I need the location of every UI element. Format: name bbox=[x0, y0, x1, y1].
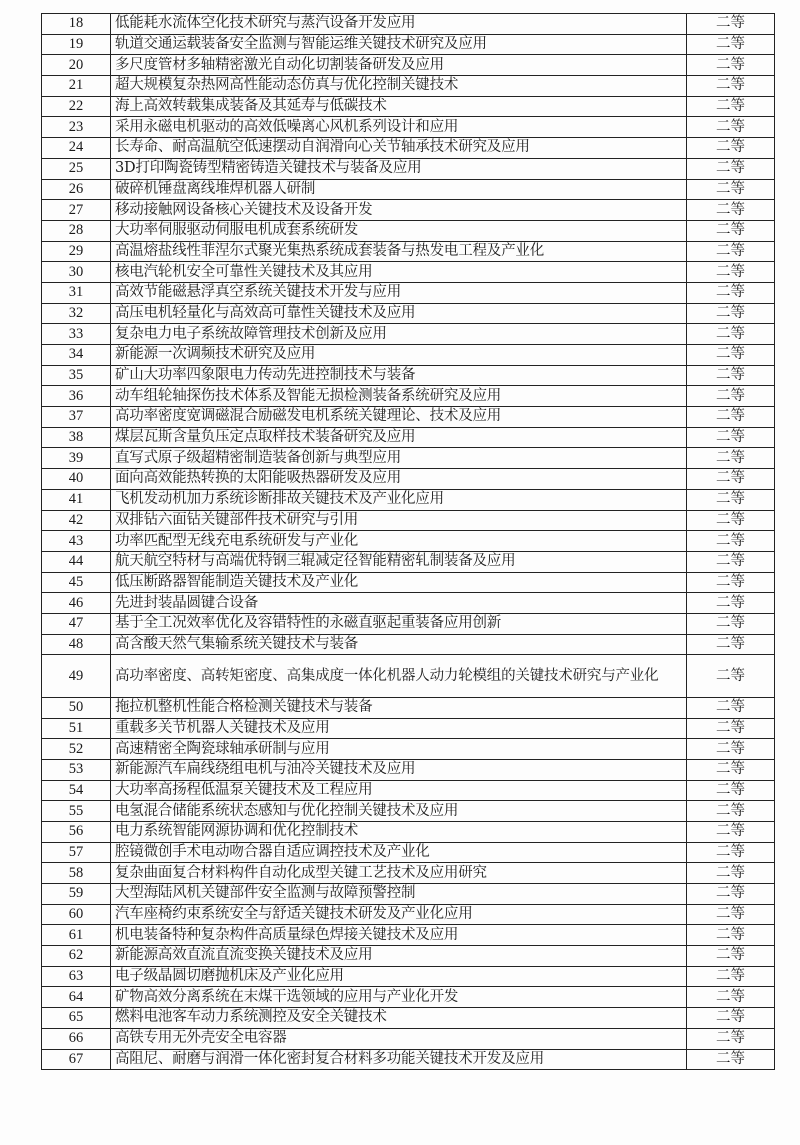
award-grade: 二等 bbox=[687, 55, 775, 76]
table-row bbox=[42, 842, 775, 863]
award-grade: 二等 bbox=[687, 572, 775, 593]
table-row bbox=[42, 1049, 775, 1070]
project-name: 电力系统智能网源协调和优化控制技术 bbox=[111, 821, 687, 842]
project-name: 高功率密度、高转矩密度、高集成度一体化机器人动力轮模组的关键技术研究与产业化 bbox=[111, 655, 687, 698]
table-row bbox=[42, 966, 775, 987]
project-name: 大型海陆风机关键部件安全监测与故障预警控制 bbox=[111, 884, 687, 905]
award-grade: 二等 bbox=[687, 821, 775, 842]
project-name: 飞机发动机加力系统诊断排故关键技术及产业化应用 bbox=[111, 489, 687, 510]
project-name: 直写式原子级超精密制造装备创新与典型应用 bbox=[111, 448, 687, 469]
table-row bbox=[42, 1028, 775, 1049]
row-number: 18 bbox=[42, 14, 111, 35]
award-grade: 二等 bbox=[687, 179, 775, 200]
row-number: 54 bbox=[42, 780, 111, 801]
table-row bbox=[42, 76, 775, 97]
row-number: 35 bbox=[42, 365, 111, 386]
table-row bbox=[42, 365, 775, 386]
project-name: 高功率密度宽调磁混合励磁发电机系统关键理论、技术及应用 bbox=[111, 407, 687, 428]
award-grade: 二等 bbox=[687, 76, 775, 97]
table-row bbox=[42, 884, 775, 905]
table-row bbox=[42, 117, 775, 138]
table-row bbox=[42, 241, 775, 262]
project-name: 破碎机锤盘离线堆焊机器人研制 bbox=[111, 179, 687, 200]
project-name: 拖拉机整机性能合格检测关键技术与装备 bbox=[111, 697, 687, 718]
table-row bbox=[42, 489, 775, 510]
project-name: 航天航空特材与高端优特钢三辊减定径智能精密轧制装备及应用 bbox=[111, 551, 687, 572]
project-name: 3D打印陶瓷铸型精密铸造关键技术与装备及应用 bbox=[111, 158, 687, 179]
table-row bbox=[42, 739, 775, 760]
award-grade: 二等 bbox=[687, 117, 775, 138]
project-name: 移动接触网设备核心关键技术及设备开发 bbox=[111, 200, 687, 221]
table-row bbox=[42, 510, 775, 531]
project-name: 高铁专用无外壳安全电容器 bbox=[111, 1028, 687, 1049]
table-row bbox=[42, 55, 775, 76]
row-number: 28 bbox=[42, 220, 111, 241]
table-row bbox=[42, 220, 775, 241]
row-number: 64 bbox=[42, 987, 111, 1008]
award-grade: 二等 bbox=[687, 634, 775, 655]
award-grade: 二等 bbox=[687, 780, 775, 801]
project-name: 燃料电池客车动力系统测控及安全关键技术 bbox=[111, 1008, 687, 1029]
project-name: 低压断路器智能制造关键技术及产业化 bbox=[111, 572, 687, 593]
project-name: 高含酸天然气集输系统关键技术与装备 bbox=[111, 634, 687, 655]
row-number: 67 bbox=[42, 1049, 111, 1070]
row-number: 40 bbox=[42, 469, 111, 490]
row-number: 61 bbox=[42, 925, 111, 946]
project-name: 腔镜微创手术电动吻合器自适应调控技术及产业化 bbox=[111, 842, 687, 863]
table-row bbox=[42, 801, 775, 822]
row-number: 34 bbox=[42, 345, 111, 366]
table-row bbox=[42, 200, 775, 221]
award-grade: 二等 bbox=[687, 697, 775, 718]
award-grade: 二等 bbox=[687, 904, 775, 925]
table-row bbox=[42, 303, 775, 324]
row-number: 33 bbox=[42, 324, 111, 345]
award-grade: 二等 bbox=[687, 987, 775, 1008]
award-grade: 二等 bbox=[687, 1028, 775, 1049]
row-number: 59 bbox=[42, 884, 111, 905]
award-grade: 二等 bbox=[687, 801, 775, 822]
project-name: 矿山大功率四象限电力传动先进控制技术与装备 bbox=[111, 365, 687, 386]
table-row bbox=[42, 593, 775, 614]
row-number: 21 bbox=[42, 76, 111, 97]
project-name: 高压电机轻量化与高效高可靠性关键技术及应用 bbox=[111, 303, 687, 324]
table-row bbox=[42, 345, 775, 366]
award-grade: 二等 bbox=[687, 884, 775, 905]
table-row bbox=[42, 780, 775, 801]
row-number: 63 bbox=[42, 966, 111, 987]
award-grade: 二等 bbox=[687, 469, 775, 490]
table-row bbox=[42, 138, 775, 159]
row-number: 60 bbox=[42, 904, 111, 925]
award-grade: 二等 bbox=[687, 427, 775, 448]
award-grade: 二等 bbox=[687, 34, 775, 55]
award-grade: 二等 bbox=[687, 489, 775, 510]
row-number: 43 bbox=[42, 531, 111, 552]
table-row bbox=[42, 386, 775, 407]
project-name: 超大规模复杂热网高性能动态仿真与优化控制关键技术 bbox=[111, 76, 687, 97]
award-grade: 二等 bbox=[687, 158, 775, 179]
award-grade: 二等 bbox=[687, 220, 775, 241]
award-grade: 二等 bbox=[687, 407, 775, 428]
row-number: 51 bbox=[42, 718, 111, 739]
award-grade: 二等 bbox=[687, 655, 775, 698]
project-name: 机电装备特种复杂构件高质量绿色焊接关键技术及应用 bbox=[111, 925, 687, 946]
award-grade: 二等 bbox=[687, 200, 775, 221]
award-grade: 二等 bbox=[687, 14, 775, 35]
table-row bbox=[42, 863, 775, 884]
row-number: 44 bbox=[42, 551, 111, 572]
award-grade: 二等 bbox=[687, 365, 775, 386]
project-name: 动车组轮轴探伤技术体系及智能无损检测装备系统研究及应用 bbox=[111, 386, 687, 407]
row-number: 27 bbox=[42, 200, 111, 221]
row-number: 26 bbox=[42, 179, 111, 200]
award-grade: 二等 bbox=[687, 531, 775, 552]
row-number: 48 bbox=[42, 634, 111, 655]
table-row bbox=[42, 634, 775, 655]
table-row bbox=[42, 158, 775, 179]
project-name: 煤层瓦斯含量负压定点取样技术装备研究及应用 bbox=[111, 427, 687, 448]
row-number: 66 bbox=[42, 1028, 111, 1049]
row-number: 53 bbox=[42, 759, 111, 780]
project-name: 电子级晶圆切磨抛机床及产业化应用 bbox=[111, 966, 687, 987]
row-number: 41 bbox=[42, 489, 111, 510]
row-number: 37 bbox=[42, 407, 111, 428]
row-number: 32 bbox=[42, 303, 111, 324]
project-name: 重载多关节机器人关键技术及应用 bbox=[111, 718, 687, 739]
project-name: 新能源一次调频技术研究及应用 bbox=[111, 345, 687, 366]
award-grade: 二等 bbox=[687, 593, 775, 614]
project-name: 轨道交通运载装备安全监测与智能运维关键技术研究及应用 bbox=[111, 34, 687, 55]
project-name: 新能源汽车扁线绕组电机与油冷关键技术及应用 bbox=[111, 759, 687, 780]
table-row bbox=[42, 821, 775, 842]
row-number: 39 bbox=[42, 448, 111, 469]
project-name: 电氢混合储能系统状态感知与优化控制关键技术及应用 bbox=[111, 801, 687, 822]
row-number: 29 bbox=[42, 241, 111, 262]
row-number: 57 bbox=[42, 842, 111, 863]
page-bottom-margin bbox=[0, 1070, 800, 1145]
row-number: 52 bbox=[42, 739, 111, 760]
table-row bbox=[42, 946, 775, 967]
award-grade: 二等 bbox=[687, 551, 775, 572]
row-number: 45 bbox=[42, 572, 111, 593]
row-number: 62 bbox=[42, 946, 111, 967]
row-number: 50 bbox=[42, 697, 111, 718]
row-number: 23 bbox=[42, 117, 111, 138]
row-number: 24 bbox=[42, 138, 111, 159]
project-name: 高效节能磁悬浮真空系统关键技术开发与应用 bbox=[111, 282, 687, 303]
project-name: 面向高效能热转换的太阳能吸热器研发及应用 bbox=[111, 469, 687, 490]
row-number: 31 bbox=[42, 282, 111, 303]
row-number: 19 bbox=[42, 34, 111, 55]
project-name: 高温熔盐线性菲涅尔式聚光集热系统成套装备与热发电工程及产业化 bbox=[111, 241, 687, 262]
row-number: 46 bbox=[42, 593, 111, 614]
table-row bbox=[42, 34, 775, 55]
project-name: 复杂曲面复合材料构件自动化成型关键工艺技术及应用研究 bbox=[111, 863, 687, 884]
row-number: 42 bbox=[42, 510, 111, 531]
row-number: 55 bbox=[42, 801, 111, 822]
table-row bbox=[42, 572, 775, 593]
table-row bbox=[42, 469, 775, 490]
award-grade: 二等 bbox=[687, 946, 775, 967]
project-name: 大功率高扬程低温泵关键技术及工程应用 bbox=[111, 780, 687, 801]
award-grade: 二等 bbox=[687, 739, 775, 760]
table-row bbox=[42, 282, 775, 303]
row-number: 47 bbox=[42, 613, 111, 634]
table-row bbox=[42, 904, 775, 925]
award-grade: 二等 bbox=[687, 345, 775, 366]
row-number: 36 bbox=[42, 386, 111, 407]
table-row bbox=[42, 613, 775, 634]
project-name: 复杂电力电子系统故障管理技术创新及应用 bbox=[111, 324, 687, 345]
project-name: 长寿命、耐高温航空低速摆动自润滑向心关节轴承技术研究及应用 bbox=[111, 138, 687, 159]
project-name: 功率匹配型无线充电系统研发与产业化 bbox=[111, 531, 687, 552]
project-name: 矿物高效分离系统在末煤干选领域的应用与产业化开发 bbox=[111, 987, 687, 1008]
award-grade: 二等 bbox=[687, 842, 775, 863]
project-name: 多尺度管材多轴精密激光自动化切割装备研发及应用 bbox=[111, 55, 687, 76]
award-grade: 二等 bbox=[687, 718, 775, 739]
table-row bbox=[42, 697, 775, 718]
award-grade: 二等 bbox=[687, 510, 775, 531]
award-grade: 二等 bbox=[687, 613, 775, 634]
award-grade: 二等 bbox=[687, 386, 775, 407]
award-grade: 二等 bbox=[687, 925, 775, 946]
award-grade: 二等 bbox=[687, 448, 775, 469]
row-number: 20 bbox=[42, 55, 111, 76]
row-number: 25 bbox=[42, 158, 111, 179]
award-grade: 二等 bbox=[687, 966, 775, 987]
row-number: 38 bbox=[42, 427, 111, 448]
table-row bbox=[42, 925, 775, 946]
table-row bbox=[42, 179, 775, 200]
project-name: 低能耗水流体空化技术研究与蒸汽设备开发应用 bbox=[111, 14, 687, 35]
table-row bbox=[42, 324, 775, 345]
project-name: 先进封装晶圆键合设备 bbox=[111, 593, 687, 614]
table-row bbox=[42, 427, 775, 448]
award-grade: 二等 bbox=[687, 96, 775, 117]
award-grade: 二等 bbox=[687, 759, 775, 780]
award-grade: 二等 bbox=[687, 324, 775, 345]
table-row bbox=[42, 655, 775, 698]
project-name: 基于全工况效率优化及容错特性的永磁直驱起重装备应用创新 bbox=[111, 613, 687, 634]
table-row bbox=[42, 262, 775, 283]
award-table bbox=[41, 13, 775, 1070]
table-row bbox=[42, 96, 775, 117]
row-number: 58 bbox=[42, 863, 111, 884]
project-name: 核电汽轮机安全可靠性关键技术及其应用 bbox=[111, 262, 687, 283]
project-name: 高阻尼、耐磨与润滑一体化密封复合材料多功能关键技术开发及应用 bbox=[111, 1049, 687, 1070]
table-row bbox=[42, 448, 775, 469]
table-row bbox=[42, 14, 775, 35]
row-number: 22 bbox=[42, 96, 111, 117]
row-number: 56 bbox=[42, 821, 111, 842]
award-grade: 二等 bbox=[687, 863, 775, 884]
project-name: 大功率伺服驱动伺服电机成套系统研发 bbox=[111, 220, 687, 241]
award-grade: 二等 bbox=[687, 1049, 775, 1070]
award-grade: 二等 bbox=[687, 282, 775, 303]
project-name: 高速精密全陶瓷球轴承研制与应用 bbox=[111, 739, 687, 760]
award-table-body bbox=[42, 14, 775, 1070]
table-row bbox=[42, 1008, 775, 1029]
table-row bbox=[42, 407, 775, 428]
table-row bbox=[42, 987, 775, 1008]
row-number: 65 bbox=[42, 1008, 111, 1029]
table-row bbox=[42, 551, 775, 572]
award-grade: 二等 bbox=[687, 262, 775, 283]
table-row bbox=[42, 718, 775, 739]
project-name: 汽车座椅约束系统安全与舒适关键技术研发及产业化应用 bbox=[111, 904, 687, 925]
project-name: 双排钻六面钻关键部件技术研究与引用 bbox=[111, 510, 687, 531]
award-grade: 二等 bbox=[687, 241, 775, 262]
row-number: 49 bbox=[42, 655, 111, 698]
row-number: 30 bbox=[42, 262, 111, 283]
table-row bbox=[42, 759, 775, 780]
project-name: 海上高效转载集成装备及其延寿与低碳技术 bbox=[111, 96, 687, 117]
project-name: 新能源高效直流直流变换关键技术及应用 bbox=[111, 946, 687, 967]
project-name: 采用永磁电机驱动的高效低噪离心风机系列设计和应用 bbox=[111, 117, 687, 138]
table-row bbox=[42, 531, 775, 552]
award-grade: 二等 bbox=[687, 1008, 775, 1029]
award-grade: 二等 bbox=[687, 138, 775, 159]
award-grade: 二等 bbox=[687, 303, 775, 324]
